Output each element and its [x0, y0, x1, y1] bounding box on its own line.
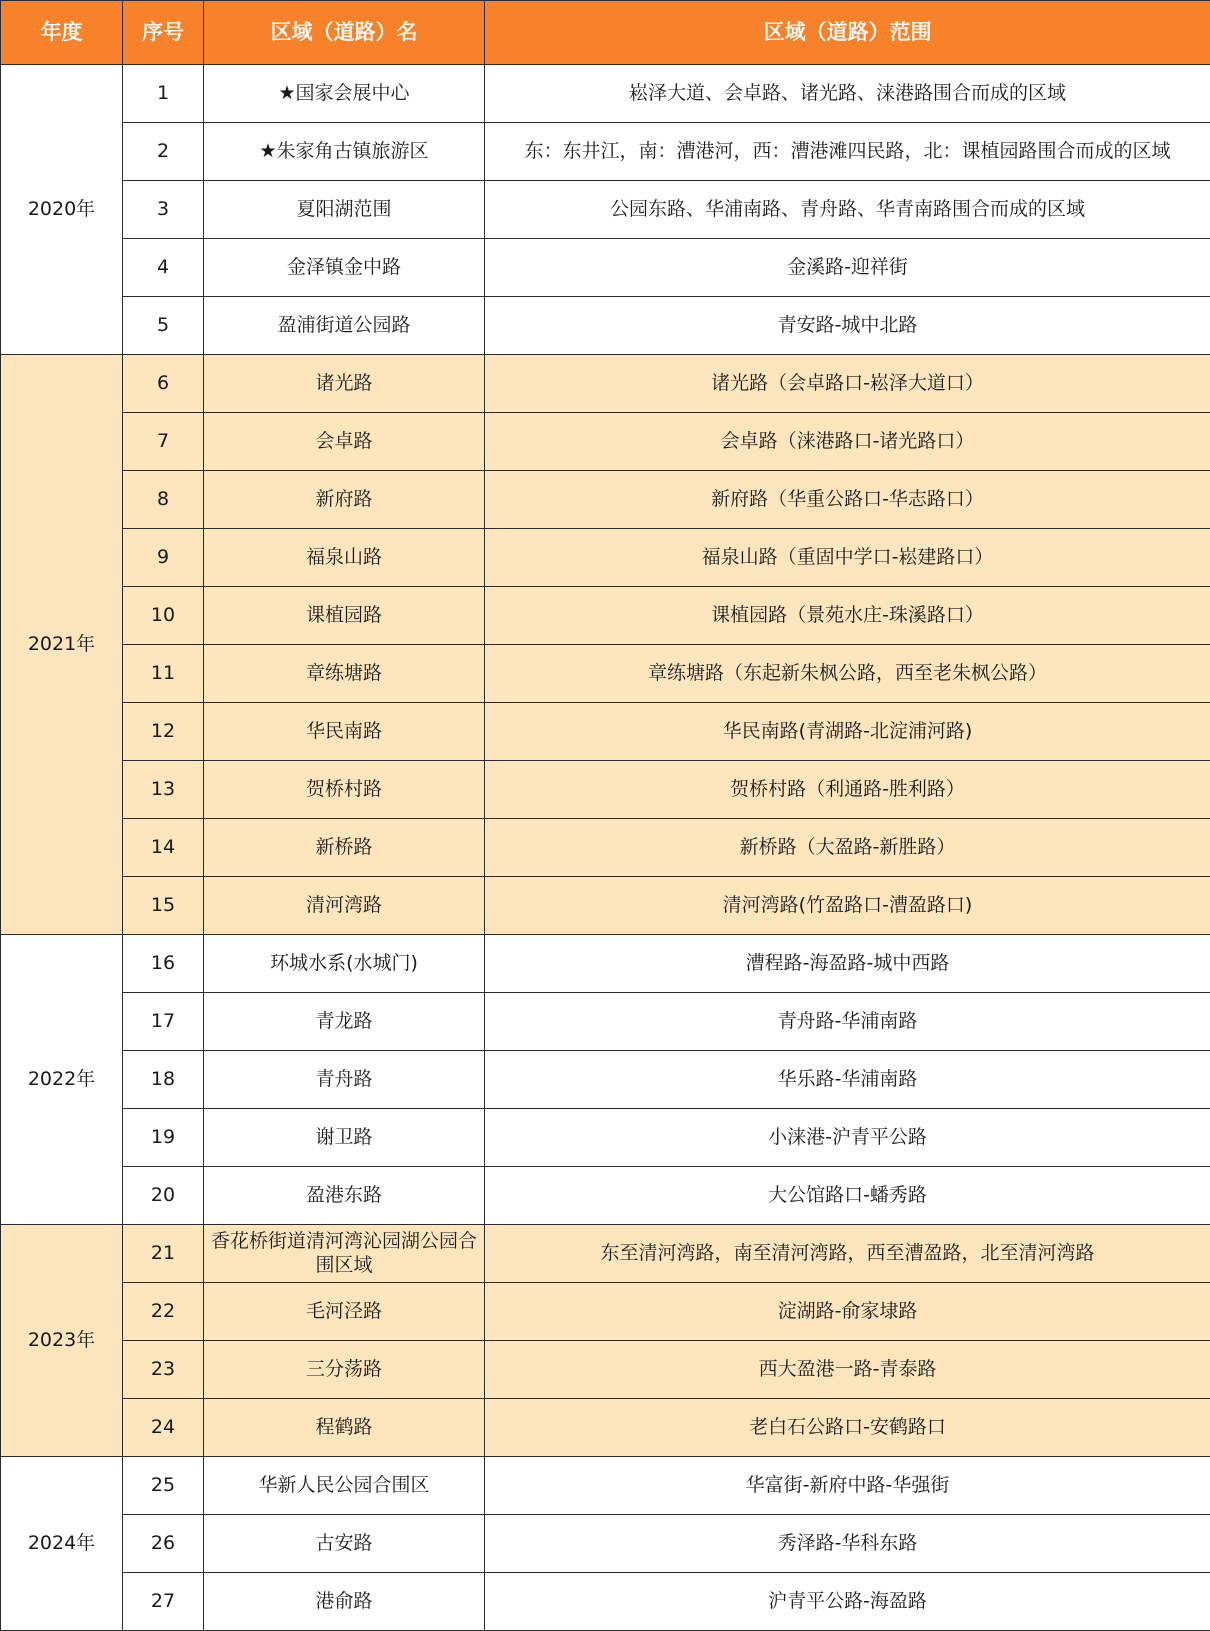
road-name-cell: 福泉山路 — [204, 529, 485, 587]
road-name-cell: 港俞路 — [204, 1573, 485, 1631]
road-range-cell: 老白石公路口-安鹤路口 — [485, 1399, 1210, 1457]
row-number-cell: 4 — [123, 239, 204, 297]
row-number-cell: 25 — [123, 1457, 204, 1515]
road-range-cell: 东：东井江，南：漕港河，西：漕港滩四民路，北：课植园路围合而成的区域 — [485, 123, 1210, 181]
road-range-cell: 大公馆路口-蟠秀路 — [485, 1167, 1210, 1225]
road-name-cell: 清河湾路 — [204, 877, 485, 935]
road-range-cell: 金溪路-迎祥街 — [485, 239, 1210, 297]
road-name-cell: 青舟路 — [204, 1051, 485, 1109]
row-number-cell: 15 — [123, 877, 204, 935]
road-name-cell: 华民南路 — [204, 703, 485, 761]
row-number-cell: 1 — [123, 65, 204, 123]
header-row — [1, 1, 1210, 65]
table-row — [1, 819, 1210, 877]
row-number-cell: 24 — [123, 1399, 204, 1457]
road-name-cell: 环城水系(水城门) — [204, 935, 485, 993]
row-number-cell: 13 — [123, 761, 204, 819]
road-name-cell: 新桥路 — [204, 819, 485, 877]
table-body — [1, 65, 1210, 1631]
row-number-cell: 17 — [123, 993, 204, 1051]
road-range-cell: 会卓路（涞港路口-诸光路口） — [485, 413, 1210, 471]
road-name-cell: 金泽镇金中路 — [204, 239, 485, 297]
table-row — [1, 1457, 1210, 1515]
row-number-cell: 14 — [123, 819, 204, 877]
table-row — [1, 123, 1210, 181]
table-row — [1, 993, 1210, 1051]
road-name-cell: 青龙路 — [204, 993, 485, 1051]
table-row — [1, 1283, 1210, 1341]
table-row — [1, 1515, 1210, 1573]
road-name-cell: 古安路 — [204, 1515, 485, 1573]
road-range-cell: 秀泽路-华科东路 — [485, 1515, 1210, 1573]
road-name-cell: 诸光路 — [204, 355, 485, 413]
row-number-cell: 23 — [123, 1341, 204, 1399]
road-name-cell: 三分荡路 — [204, 1341, 485, 1399]
road-range-cell: 青安路-城中北路 — [485, 297, 1210, 355]
road-name-cell: ★国家会展中心 — [204, 65, 485, 123]
header-range: 区域（道路）范围 — [485, 1, 1210, 65]
table-row — [1, 1109, 1210, 1167]
road-name-cell: 香花桥街道清河湾沁园湖公园合围区域 — [204, 1225, 485, 1283]
table-row — [1, 935, 1210, 993]
road-name-cell: 夏阳湖范围 — [204, 181, 485, 239]
table-row — [1, 297, 1210, 355]
row-number-cell: 18 — [123, 1051, 204, 1109]
road-range-cell: 贺桥村路（利通路-胜利路） — [485, 761, 1210, 819]
road-name-cell: 盈港东路 — [204, 1167, 485, 1225]
row-number-cell: 11 — [123, 645, 204, 703]
year-cell: 2024年 — [1, 1457, 123, 1631]
row-number-cell: 2 — [123, 123, 204, 181]
road-name-cell: 贺桥村路 — [204, 761, 485, 819]
road-range-cell: 公园东路、华浦南路、青舟路、华青南路围合而成的区域 — [485, 181, 1210, 239]
road-range-cell: 漕程路-海盈路-城中西路 — [485, 935, 1210, 993]
table-row — [1, 1573, 1210, 1631]
road-name-cell: 课植园路 — [204, 587, 485, 645]
road-range-cell: 诸光路（会卓路口-崧泽大道口） — [485, 355, 1210, 413]
road-range-cell: 淀湖路-俞家埭路 — [485, 1283, 1210, 1341]
road-range-cell: 华富街-新府中路-华强街 — [485, 1457, 1210, 1515]
road-range-cell: 西大盈港一路-青泰路 — [485, 1341, 1210, 1399]
row-number-cell: 22 — [123, 1283, 204, 1341]
year-cell: 2023年 — [1, 1225, 123, 1457]
row-number-cell: 5 — [123, 297, 204, 355]
table-row — [1, 877, 1210, 935]
table-row — [1, 65, 1210, 123]
road-name-cell: 新府路 — [204, 471, 485, 529]
road-name-cell: ★朱家角古镇旅游区 — [204, 123, 485, 181]
table-row — [1, 239, 1210, 297]
road-name-cell: 盈浦街道公园路 — [204, 297, 485, 355]
road-range-cell: 东至清河湾路，南至清河湾路，西至漕盈路，北至清河湾路 — [485, 1225, 1210, 1283]
table-row — [1, 471, 1210, 529]
road-range-cell: 崧泽大道、会卓路、诸光路、涞港路围合而成的区域 — [485, 65, 1210, 123]
road-name-cell: 华新人民公园合围区 — [204, 1457, 485, 1515]
row-number-cell: 20 — [123, 1167, 204, 1225]
table-row — [1, 413, 1210, 471]
road-range-cell: 福泉山路（重固中学口-崧建路口） — [485, 529, 1210, 587]
road-range-cell: 青舟路-华浦南路 — [485, 993, 1210, 1051]
row-number-cell: 26 — [123, 1515, 204, 1573]
table-row — [1, 355, 1210, 413]
table-row — [1, 1167, 1210, 1225]
road-range-cell: 华民南路(青湖路-北淀浦河路) — [485, 703, 1210, 761]
road-name-cell: 谢卫路 — [204, 1109, 485, 1167]
table-row — [1, 761, 1210, 819]
road-name-cell: 章练塘路 — [204, 645, 485, 703]
road-range-cell: 课植园路（景苑水庄-珠溪路口） — [485, 587, 1210, 645]
row-number-cell: 19 — [123, 1109, 204, 1167]
year-cell: 2021年 — [1, 355, 123, 935]
table-row — [1, 529, 1210, 587]
header-no: 序号 — [123, 1, 204, 65]
table-row — [1, 1341, 1210, 1399]
row-number-cell: 16 — [123, 935, 204, 993]
row-number-cell: 21 — [123, 1225, 204, 1283]
row-number-cell: 8 — [123, 471, 204, 529]
year-cell: 2020年 — [1, 65, 123, 355]
road-range-cell: 华乐路-华浦南路 — [485, 1051, 1210, 1109]
table-row — [1, 703, 1210, 761]
table-row — [1, 1225, 1210, 1283]
road-name-cell: 会卓路 — [204, 413, 485, 471]
year-cell: 2022年 — [1, 935, 123, 1225]
road-range-cell: 新桥路（大盈路-新胜路） — [485, 819, 1210, 877]
header-name: 区域（道路）名 — [204, 1, 485, 65]
row-number-cell: 3 — [123, 181, 204, 239]
road-range-cell: 小涞港-沪青平公路 — [485, 1109, 1210, 1167]
table-row — [1, 181, 1210, 239]
row-number-cell: 10 — [123, 587, 204, 645]
road-range-cell: 沪青平公路-海盈路 — [485, 1573, 1210, 1631]
road-range-cell: 清河湾路(竹盈路口-漕盈路口) — [485, 877, 1210, 935]
table-row — [1, 645, 1210, 703]
road-name-cell: 毛河泾路 — [204, 1283, 485, 1341]
row-number-cell: 12 — [123, 703, 204, 761]
road-range-cell: 新府路（华重公路口-华志路口） — [485, 471, 1210, 529]
road-range-cell: 章练塘路（东起新朱枫公路，西至老朱枫公路） — [485, 645, 1210, 703]
row-number-cell: 6 — [123, 355, 204, 413]
row-number-cell: 9 — [123, 529, 204, 587]
table-row — [1, 587, 1210, 645]
row-number-cell: 7 — [123, 413, 204, 471]
table-row — [1, 1399, 1210, 1457]
row-number-cell: 27 — [123, 1573, 204, 1631]
header-year: 年度 — [1, 1, 123, 65]
road-name-cell: 程鹤路 — [204, 1399, 485, 1457]
table-row — [1, 1051, 1210, 1109]
